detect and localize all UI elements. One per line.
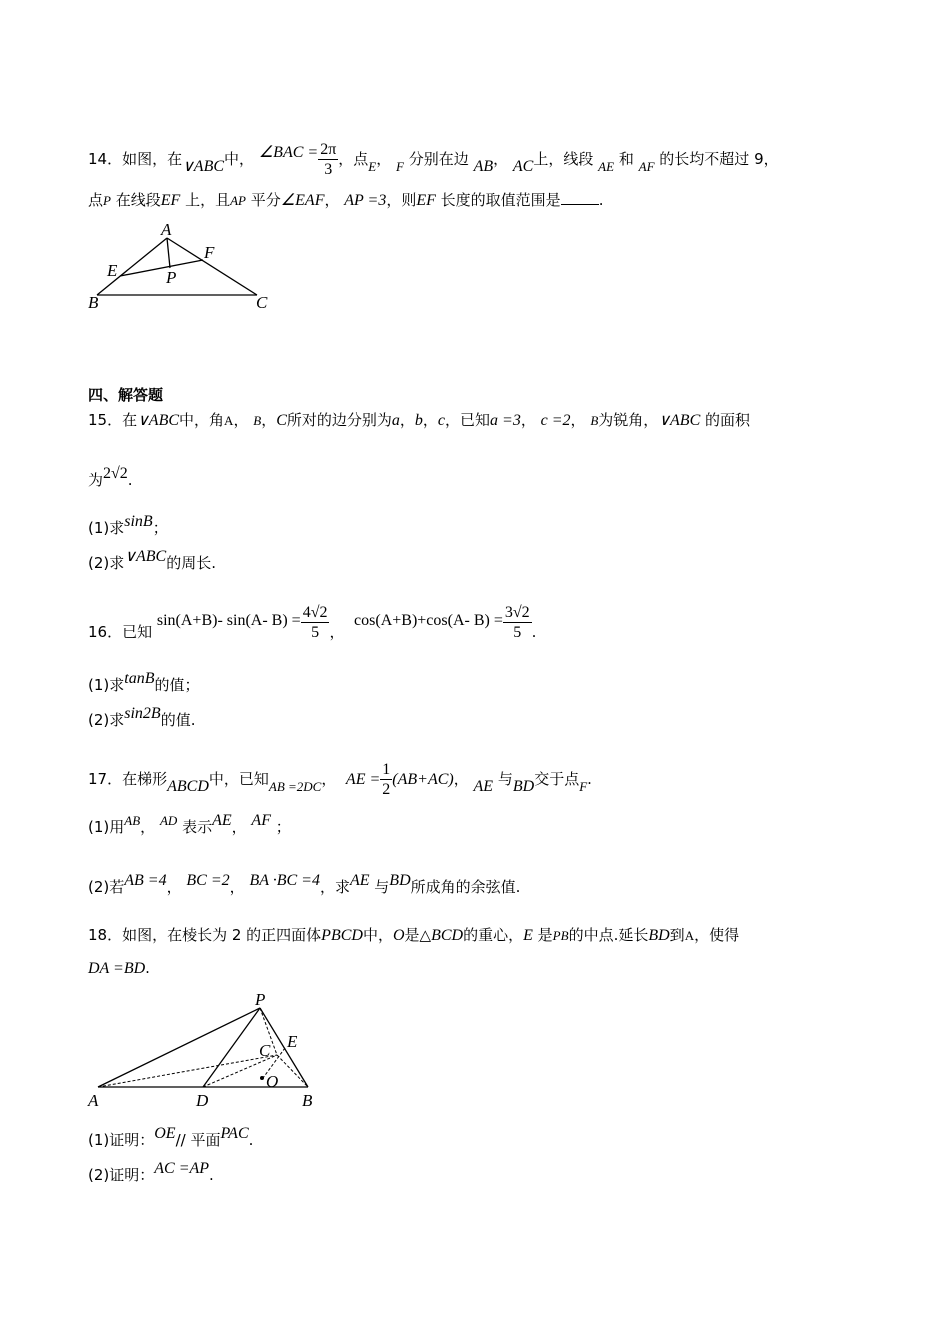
text: (2)求 (88, 711, 125, 729)
math: ∨ABC (124, 548, 167, 565)
math: AF (638, 159, 655, 174)
numerator: 2π (320, 141, 337, 158)
text: ，已知 (445, 411, 491, 429)
text: ， (321, 770, 337, 788)
math: AD (159, 813, 178, 828)
text: 的长均不超过 9， (659, 150, 779, 168)
text: 中，已知 (208, 770, 269, 788)
math: PAC (220, 1125, 249, 1142)
q18-line2 (88, 958, 150, 979)
text: ； (275, 818, 291, 836)
text: 和 (618, 150, 634, 168)
label-c: C (256, 293, 268, 312)
label-f: F (204, 243, 215, 262)
math: BD (512, 778, 535, 795)
text: ， (229, 878, 245, 896)
text: (2)求 (88, 554, 125, 572)
text: ， (166, 878, 182, 896)
q17-line1 (88, 760, 592, 799)
label-c: C (259, 1041, 271, 1060)
text: 交于点 (534, 770, 580, 788)
math: E (368, 159, 377, 174)
q17-part1 (88, 812, 291, 838)
math: AE (349, 872, 370, 889)
math: a (391, 412, 400, 429)
math: O (392, 927, 405, 944)
text: 是 (537, 926, 553, 944)
text: 的值. (160, 711, 196, 729)
text: . (248, 1131, 254, 1149)
text: 到 (669, 926, 685, 944)
text: . (127, 471, 133, 489)
math: ∨ABC (182, 158, 225, 175)
q15-line2 (88, 465, 133, 491)
label-a: A (88, 1091, 99, 1110)
math: ∨ABC (137, 412, 180, 429)
text: ， (329, 623, 345, 641)
text: ， (422, 411, 438, 429)
edge-ac (98, 1055, 277, 1087)
math: a =3 (490, 412, 521, 429)
text: 与 (497, 770, 513, 788)
math: sin2B (124, 705, 161, 722)
math: ∨ABC (658, 412, 701, 429)
text: (1)用 (88, 818, 125, 836)
math: BA ·BC =4 (249, 872, 320, 889)
text: 14．如图，在 (88, 150, 183, 168)
math: F (579, 779, 588, 794)
math: 2√2 (103, 465, 128, 482)
math: c =2 (540, 412, 571, 429)
text: ，使得 (694, 926, 740, 944)
segment-ap (167, 238, 170, 268)
label-p: P (166, 268, 177, 287)
text: 所对的边分别为 (286, 411, 392, 429)
numerator: 1 (382, 761, 391, 778)
text: 18．如图，在棱长为 2 的正四面体 (88, 926, 322, 944)
math: (AB+AC) (392, 771, 454, 788)
fraction (380, 760, 392, 799)
math: tanB (124, 670, 155, 687)
label-d: D (196, 1091, 209, 1110)
denominator: 2 (382, 781, 391, 798)
math: BD (648, 927, 670, 944)
edge-cb (277, 1055, 308, 1087)
text: 表示 (182, 818, 213, 836)
section-heading: 四、解答题 (88, 386, 164, 404)
math: AP =3 (344, 192, 387, 209)
math: PBCD (321, 927, 363, 944)
math: AE (212, 812, 232, 829)
point-o (260, 1076, 264, 1080)
math: A (224, 413, 234, 428)
math: EF (416, 192, 436, 209)
denominator: 3 (324, 161, 333, 178)
label-a: A (161, 220, 172, 239)
math: BCD (431, 927, 464, 944)
math: A (684, 928, 695, 943)
text: ， (376, 150, 392, 168)
q15-part1 (88, 513, 168, 539)
q16-line1 (88, 604, 537, 652)
math: ABCD (167, 778, 209, 795)
q16-part2 (88, 705, 196, 731)
triangle-figure (0, 0, 950, 340)
math: B (590, 413, 599, 428)
label-o: O (266, 1072, 279, 1091)
text: . (598, 191, 604, 209)
text: (2)证明： (88, 1166, 155, 1184)
text: ， (231, 818, 247, 836)
text: 长度的取值范围是 (440, 191, 561, 209)
math: OE (154, 1125, 176, 1142)
denominator: 5 (311, 624, 320, 641)
edge-pa (98, 1008, 260, 1087)
math: F (396, 159, 404, 174)
numerator: 3√2 (504, 604, 530, 621)
label-p: P (255, 990, 266, 1009)
text: ， (453, 770, 469, 788)
math: P (103, 193, 111, 208)
math: b (414, 412, 423, 429)
text: 的周长. (166, 554, 216, 572)
denominator: 5 (513, 624, 522, 641)
math: AC (512, 158, 534, 175)
math: AP (230, 193, 246, 208)
text: 平分 (250, 191, 281, 209)
fraction (301, 603, 330, 642)
math: ∠EAF (280, 192, 325, 209)
text: 是△ (404, 926, 432, 944)
text: ， (493, 150, 509, 168)
text: ， (570, 411, 586, 429)
text: ，求 (319, 878, 350, 896)
math: AE (473, 778, 494, 795)
text: 15．在 (88, 411, 138, 429)
text: . (209, 1166, 214, 1184)
q17-part2 (88, 872, 521, 898)
text: ， (261, 411, 277, 429)
text: 中， (362, 926, 393, 944)
math: AB =2DC (268, 779, 322, 794)
text: 的重心， (463, 926, 524, 944)
segment-ef (120, 260, 203, 276)
text: . (587, 770, 592, 788)
q18-part2 (88, 1160, 214, 1186)
text: ； (152, 519, 168, 537)
math: AB (473, 158, 494, 175)
text: (1)证明： (88, 1131, 155, 1149)
text: 与 (374, 878, 390, 896)
tetrahedron-figure (0, 980, 950, 1115)
text: (1)求 (88, 519, 125, 537)
math: sinB (124, 513, 153, 530)
math: c (437, 412, 446, 429)
text: 为锐角， (598, 411, 659, 429)
math: AE = (345, 771, 381, 788)
label-b: B (88, 293, 99, 312)
text: 16．已知 (88, 623, 153, 641)
text: ， (233, 411, 249, 429)
text: 中， (224, 150, 255, 168)
math: BD (389, 872, 411, 889)
math: BC =2 (186, 872, 230, 889)
math: PB (552, 928, 569, 943)
q18-part1 (88, 1125, 254, 1151)
text: ， (399, 411, 415, 429)
text: 17．在梯形 (88, 770, 168, 788)
math: AB =4 (124, 872, 167, 889)
text: ， (520, 411, 536, 429)
text: 为 (88, 471, 104, 489)
text: ， (140, 818, 156, 836)
numerator: 4√2 (302, 604, 328, 621)
text: 的中点.延长 (568, 926, 649, 944)
text: (2)若 (88, 878, 125, 896)
math: cos(A+B)+cos(A- B) = (354, 612, 503, 629)
math: AB (124, 813, 141, 828)
label-e: E (287, 1032, 298, 1051)
q15-line1 (88, 410, 750, 431)
text: 在线段 (115, 191, 161, 209)
text: 所成角的余弦值. (410, 878, 521, 896)
math: EF (160, 192, 181, 209)
fraction (503, 603, 532, 642)
math: sin(A+B)- sin(A- B) = (156, 612, 301, 629)
text: 点 (88, 191, 104, 209)
label-b: B (302, 1091, 313, 1110)
math: B (253, 413, 262, 428)
math: AE (598, 159, 615, 174)
text: ， (324, 191, 340, 209)
math: AF (251, 812, 271, 829)
q15-part2 (88, 548, 216, 574)
text: // 平面 (175, 1131, 221, 1149)
text: 上，且 (185, 191, 231, 209)
q16-part1 (88, 670, 200, 696)
math: ∠BAC = (258, 144, 319, 161)
label-e: E (107, 261, 118, 280)
text: ，点 (338, 150, 369, 168)
math: C (276, 412, 287, 429)
text: 的值； (154, 676, 200, 694)
text: . (145, 959, 150, 977)
text: 的面积 (705, 411, 751, 429)
math: AC =AP (154, 1160, 210, 1177)
q18-line1 (88, 925, 739, 946)
text: 中，角 (179, 411, 225, 429)
text: . (531, 623, 537, 641)
text: ，则 (386, 191, 417, 209)
text: 分别在边 (408, 150, 469, 168)
math: E (523, 927, 533, 944)
text: (1)求 (88, 676, 125, 694)
math: DA =BD (88, 960, 146, 977)
text: 上，线段 (533, 150, 594, 168)
